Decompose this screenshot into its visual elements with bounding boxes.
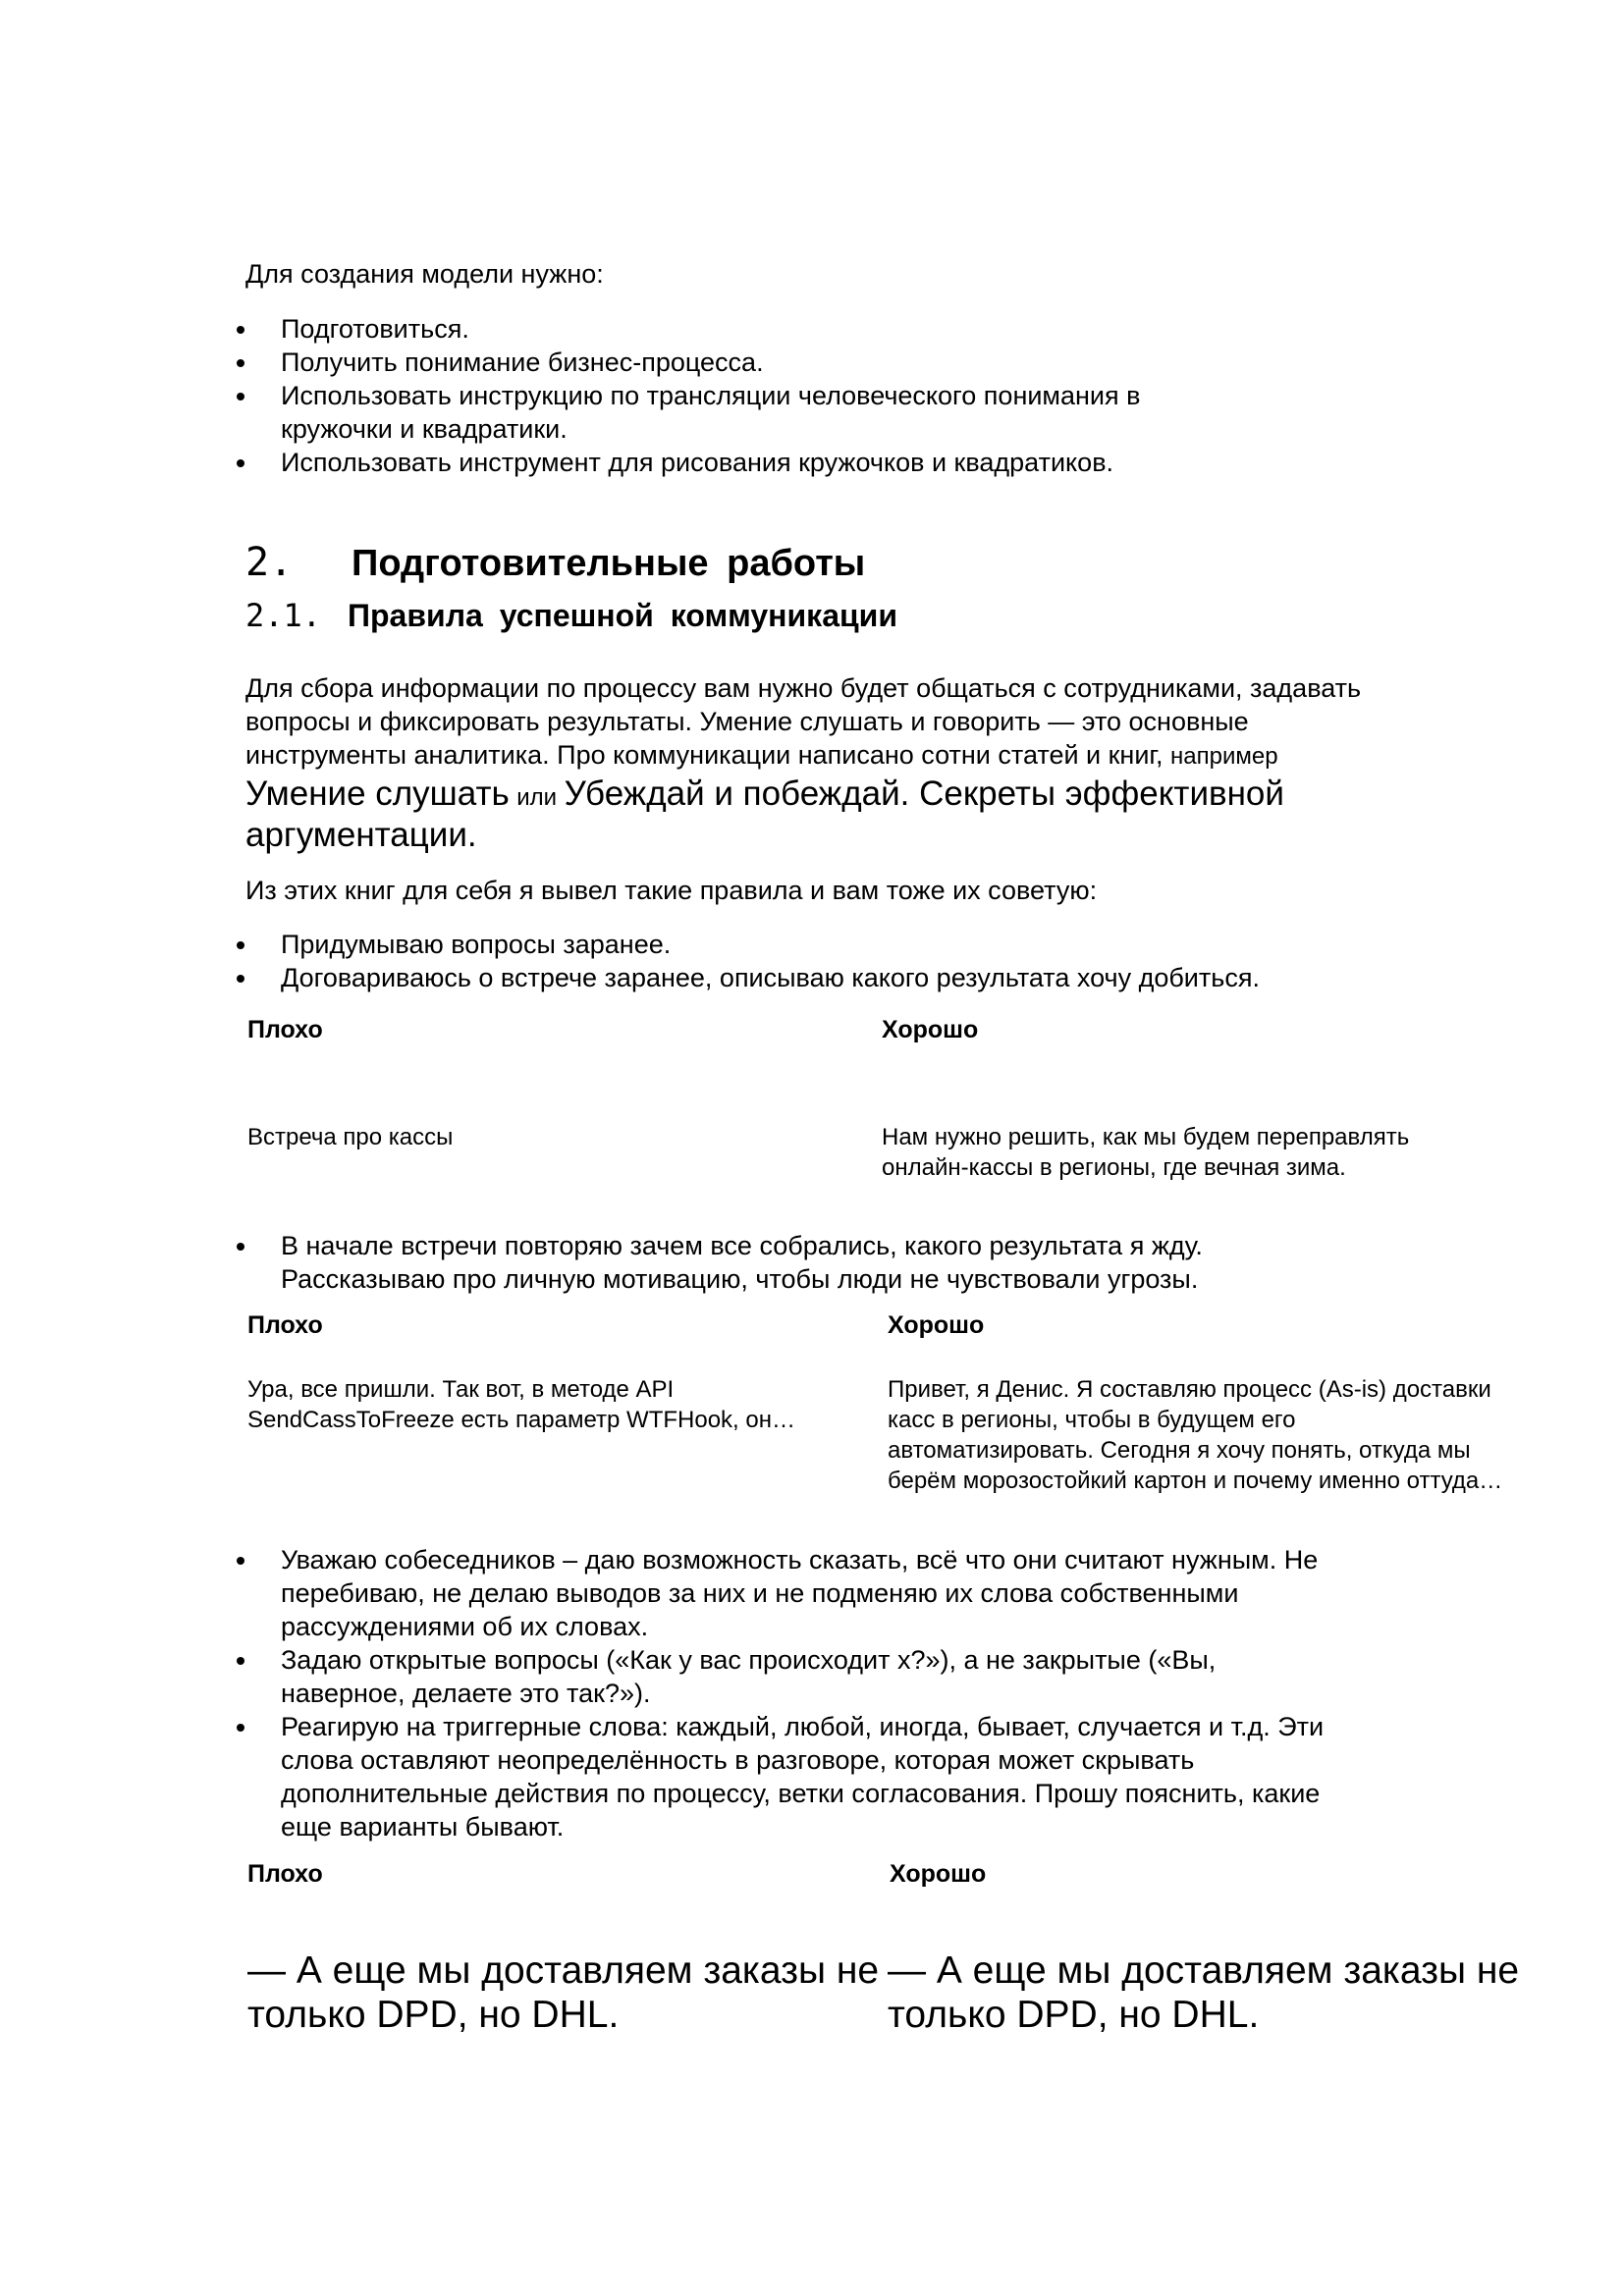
paragraph-prefix: например: [1170, 743, 1278, 770]
subsection-title: Правила успешной коммуникации: [348, 598, 897, 633]
subsection-number: 2.1.: [245, 597, 322, 634]
list-item: Использовать инструмент для рисования кружочков и квадратиков.: [245, 446, 1404, 479]
rules-list-1: [245, 928, 1404, 994]
bad-example: Встреча про кассы: [247, 1124, 454, 1150]
bad-label: Плохо: [247, 1860, 323, 1888]
good-example: Привет, я Денис. Я составляю процесс (As-is) доставки касс в регионы, чтобы в будущем его автоматизировать. Сегодня я хочу понять, откуда мы берём морозостойкий картон и почему именно оттуда…: [888, 1376, 1503, 1494]
paragraph: Из этих книг для себя я вывел такие правила и вам тоже их советую:: [245, 876, 1098, 905]
list-item: Реагирую на триггерные слова: каждый, любой, иногда, бывает, случается и т.д. Эти слова оставляют неопределённость в разговоре, которая может скрывать дополнительные действия по процессу, ветки согласования. Прошу пояснить, какие еще варианты бывают.: [245, 1710, 1404, 1843]
section-title: Подготовительные работы: [352, 543, 866, 584]
rules-list-3: [245, 1543, 1404, 1843]
rules-list-2: [245, 1229, 1404, 1296]
list-item: Использовать инструкцию по трансляции человеческого понимания в кружочки и квадратики.: [245, 379, 1404, 446]
paragraph-or: или: [516, 784, 558, 811]
list-item: Придумываю вопросы заранее.: [245, 928, 1404, 961]
bad-label: Плохо: [247, 1016, 323, 1043]
bad-label: Плохо: [247, 1311, 323, 1339]
paragraph-text: Для сбора информации по процессу вам нужно будет общаться с сотрудниками, задавать вопросы и фиксировать результаты. Умение слушать и говорить — это основные инструменты аналитика. Про коммуникации написано сотни статей и книг,: [245, 673, 1362, 770]
list-item: В начале встречи повторяю зачем все собрались, какого результата я жду. Рассказываю про личную мотивацию, чтобы люди не чувствовали угрозы.: [245, 1229, 1404, 1296]
model-steps-list: [245, 312, 1404, 479]
intro-text: Для создания модели нужно:: [245, 259, 604, 289]
section-heading: [245, 538, 865, 588]
book-title-2: Убеждай и побеждай. Секреты эффективной аргументации.: [245, 774, 1284, 854]
list-item: Уважаю собеседников – даю возможность сказать, всё что они считают нужным. Не перебиваю, не делаю выводов за них и не подменяю их слова собственными рассуждениями об их словах.: [245, 1543, 1404, 1643]
list-item: Задаю открытые вопросы («Как у вас происходит х?»), а не закрытые («Вы, наверное, делаете это так?»).: [245, 1643, 1404, 1710]
good-example: Нам нужно решить, как мы будем переправлять онлайн-кассы в регионы, где вечная зима.: [882, 1124, 1410, 1181]
list-item: Подготовиться.: [245, 312, 1404, 346]
section-number: 2.: [245, 540, 294, 585]
list-item: Получить понимание бизнес-процесса.: [245, 346, 1404, 379]
paragraph: [245, 671, 1384, 856]
good-example: — А еще мы доставляем заказы не только DPD, но DHL.: [888, 1949, 1520, 2036]
list-item: Договариваюсь о встрече заранее, описываю какого результата хочу добиться.: [245, 961, 1404, 994]
good-label: Хорошо: [882, 1016, 979, 1043]
bad-example: — А еще мы доставляем заказы не только DPD, но DHL.: [247, 1949, 880, 2036]
subsection-heading: [245, 595, 897, 636]
bad-example: Ура, все пришли. Так вот, в методе API SendCassToFreeze есть параметр WTFHook, он…: [247, 1376, 795, 1433]
good-label: Хорошо: [890, 1860, 987, 1888]
good-label: Хорошо: [888, 1311, 985, 1339]
book-title-1: Умение слушать: [245, 774, 510, 813]
